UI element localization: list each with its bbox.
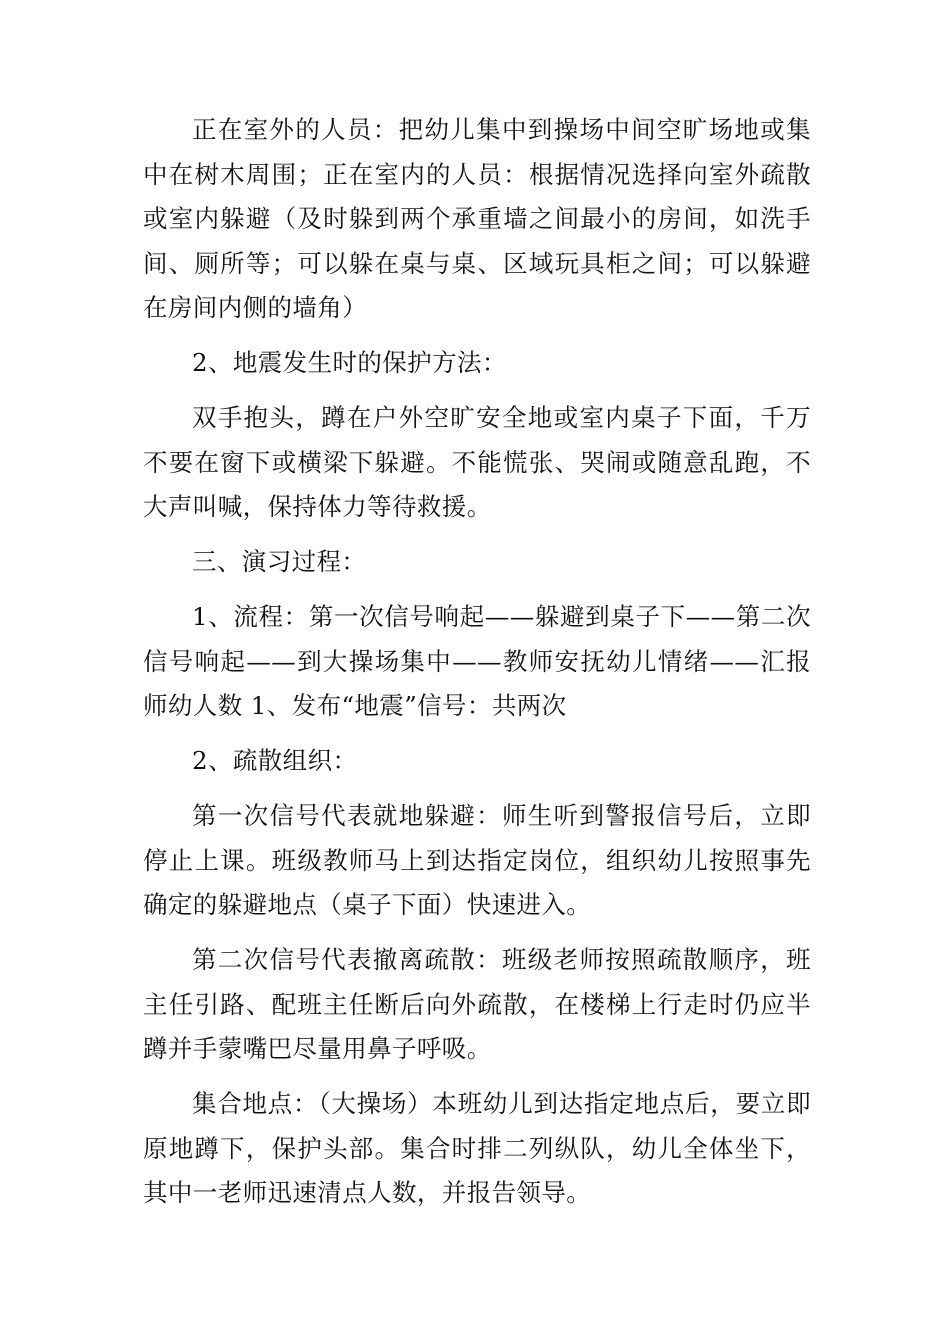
paragraph-first-signal: 第一次信号代表就地躲避：师生听到警报信号后，立即停止上课。班级教师马上到达指定岗位，组织幼儿按照事先确定的躲避地点（桌子下面）快速进入。 bbox=[143, 801, 811, 919]
paragraph-assembly-point: 集合地点：（大操场）本班幼儿到达指定地点后，要立即原地蹲下，保护头部。集合时排二列纵队，幼儿全体坐下，其中一老师迅速清点人数，并报告领导。 bbox=[143, 1089, 811, 1207]
paragraph-protection-methods: 双手抱头，蹲在户外空旷安全地或室内桌子下面，千万不要在窗下或横梁下躲避。不能慌张、哭闹或随意乱跑，不大声叫喊，保持体力等待救援。 bbox=[143, 403, 811, 521]
paragraph-drill-flow: 1、流程：第一次信号响起——躲避到桌子下——第二次信号响起——到大操场集中——教师安抚幼儿情绪——汇报师幼人数 1、发布“地震”信号：共两次 bbox=[143, 602, 811, 720]
heading-drill-process: 三、演习过程： bbox=[192, 547, 367, 576]
paragraph-second-signal: 第二次信号代表撤离疏散：班级老师按照疏散顺序，班主任引路、配班主任断后向外疏散，在楼梯上行走时仍应半蹲并手蒙嘴巴尽量用鼻子呼吸。 bbox=[143, 945, 811, 1063]
document-body bbox=[143, 108, 811, 1226]
paragraph-outdoor-indoor-evacuation: 正在室外的人员：把幼儿集中到操场中间空旷场地或集中在树木周围；正在室内的人员：根据情况选择向室外疏散或室内躲避（及时躲到两个承重墙之间最小的房间，如洗手间、厕所等；可以躲在桌与桌、区域玩具柜之间；可以躲避在房间内侧的墙角） bbox=[143, 115, 811, 322]
heading-evacuation-organization: 2、疏散组织： bbox=[192, 746, 358, 775]
heading-protection-methods: 2、地震发生时的保护方法： bbox=[192, 348, 507, 377]
